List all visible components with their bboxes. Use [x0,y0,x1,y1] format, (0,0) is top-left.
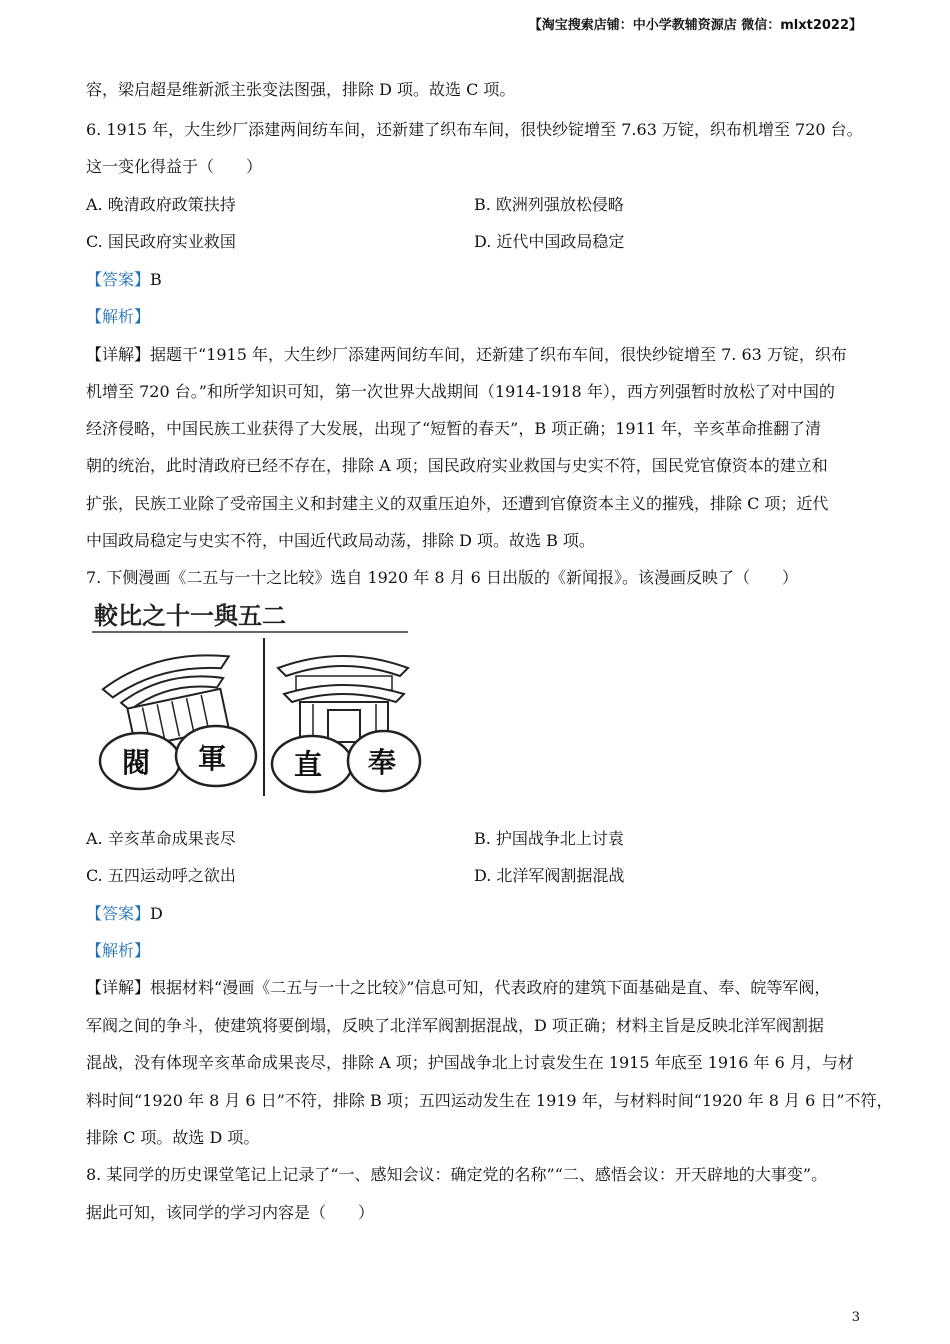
q6-detail-line-1 [86,345,847,365]
q7-option-d: D. 北洋军阀割据混战 [474,866,625,885]
q6-answer-tag: 【答案】 [86,270,151,289]
q6-detail-line-2: 机增至 720 台。”和所学知识可知，第一次世界大战期间（1914-1918 年），西方列强暂时放松了对中国的 [86,382,835,401]
q6-answer-value: B [150,270,162,289]
q6-detail-tag: 【详解】 [86,345,151,364]
q6-detail-line-5: 扩张，民族工业除了受帝国主义和封建主义的双重压迫外，还遭到官僚资本主义的摧残，排除 C 项；近代 [86,494,829,513]
q8-stem-line2: 据此可知，该同学的学习内容是（ ） [86,1203,375,1222]
q6-detail-line-3: 经济侵略，中国民族工业获得了大发展，出现了“短暂的春天”，B 项正确；1911 年，辛亥革命推翻了清 [86,419,822,438]
q7-detail-line-3: 混战，没有体现辛亥革命成果丧尽，排除 A 项；护国战争北上讨袁发生在 1915 年底至 1916 年 6 月，与材 [86,1053,854,1072]
upright-building-icon [278,656,408,742]
q6-option-c: C. 国民政府实业救国 [86,232,236,251]
q7-detail-line-2: 军阀之间的争斗，使建筑将要倒塌，反映了北洋军阀割据混战，D 项正确；材料主旨是反映北洋军阀割据 [86,1016,824,1035]
page-number: 3 [851,1310,860,1325]
page-header: 【淘宝搜索店铺：中小学教辅资源店 微信：mlxt2022】 [528,18,862,33]
cartoon-image [88,596,424,801]
q7-detail-text-1: 根据材料“漫画《二五与一十之比较》”信息可知，代表政府的建筑下面基础是直、奉、皖等军阀， [150,978,831,997]
q7-option-a: A. 辛亥革命成果丧尽 [86,829,236,848]
prev-answer-tail: 容，梁启超是维新派主张变法图强，排除 D 项。故选 C 项。 [86,80,516,99]
q8-stem-line1: 8. 某同学的历史课堂笔记上记录了“一、感知会议：确定党的名称”“二、感悟会议：开天辟地的大事变”。 [86,1165,828,1184]
q7-answer [86,904,163,924]
cartoon-label-jun: 軍 [198,742,227,775]
q7-detail-line-1 [86,978,830,998]
q6-analysis-tag: 【解析】 [86,307,151,326]
q7-stem: 7. 下侧漫画《二五与一十之比较》选自 1920 年 8 月 6 日出版的《新闻报》。该漫画反映了（ ） [86,568,798,587]
q6-detail-line-6: 中国政局稳定与史实不符，中国近代政局动荡，排除 D 项。故选 B 项。 [86,531,595,550]
q7-analysis-tag: 【解析】 [86,941,151,960]
q7-answer-value: D [150,904,163,923]
cartoon-label-fa: 閥 [122,746,151,779]
q7-detail-line-5: 排除 C 项。故选 D 项。 [86,1128,260,1147]
cartoon-label-zhi: 直 [294,748,323,781]
q6-option-b: B. 欧洲列强放松侵略 [474,195,624,214]
q7-option-c: C. 五四运动呼之欲出 [86,866,236,885]
q7-answer-tag: 【答案】 [86,904,151,923]
cartoon-title: 較比之十一與五二 [94,601,286,630]
q7-detail-tag: 【详解】 [86,978,151,997]
q6-stem-line2: 这一变化得益于（ ） [86,157,263,176]
q6-option-a: A. 晚清政府政策扶持 [86,195,236,214]
q6-option-d: D. 近代中国政局稳定 [474,232,625,251]
q6-answer [86,270,162,290]
q7-option-b: B. 护国战争北上讨袁 [474,829,624,848]
q7-detail-line-4: 料时间“1920 年 8 月 6 日”不符，排除 B 项；五四运动发生在 1919 年，与材料时间“1920 年 8 月 6 日”不符， [86,1091,893,1110]
cartoon-label-feng: 奉 [368,746,397,779]
q6-stem-line1: 6. 1915 年，大生纱厂添建两间纺车间，还新建了织布车间，很快纱锭增至 7.63 万锭，织布机增至 720 台。 [86,120,863,139]
q6-detail-text-1: 据题干“1915 年，大生纱厂添建两间纺车间，还新建了织布车间，很快纱锭增至 7. 63 万锭，织布 [150,345,847,364]
q6-detail-line-4: 朝的统治，此时清政府已经不存在，排除 A 项；国民政府实业救国与史实不符，国民党官僚资本的建立和 [86,456,828,475]
